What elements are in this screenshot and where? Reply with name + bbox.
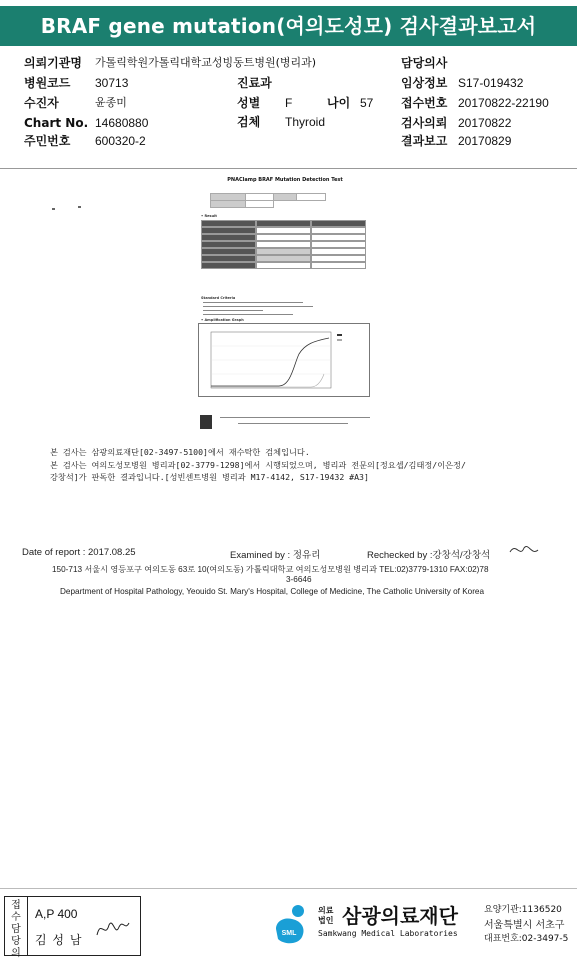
- footer-line: [238, 423, 348, 424]
- chart-label: Chart No.: [24, 116, 89, 130]
- patient-value: 윤종미: [95, 96, 127, 109]
- panagene-logo: [200, 415, 212, 429]
- result-row: [201, 227, 366, 234]
- criteria-line: [203, 314, 293, 315]
- date-of-report: Date of report : 2017.08.25: [22, 547, 136, 558]
- result-row: [201, 262, 366, 269]
- sml-logo-text: SML: [281, 930, 297, 937]
- id-label: 주민번호: [24, 134, 71, 148]
- bottom-divider: [0, 888, 577, 889]
- header-divider: [0, 168, 577, 169]
- address-line-2: 3-6646: [286, 575, 312, 584]
- request-date: 20170822: [458, 116, 512, 130]
- note-line-1: 본 검사는 삼광의료재단[02-3497-5100]에서 재수탁한 검체입니다.: [50, 447, 310, 457]
- age-value: 57: [360, 96, 374, 110]
- report-label: 결과보고: [401, 134, 448, 148]
- department-label: 진료과: [237, 76, 272, 90]
- lab-address: 서울특별시 서초구: [484, 920, 565, 931]
- amplification-graph: [198, 323, 370, 397]
- sml-logo-icon: [270, 903, 310, 947]
- lab-english-name: Samkwang Medical Laboratories: [318, 929, 458, 938]
- receipt-label: 접수번호: [401, 96, 448, 110]
- result-heading: • Result: [201, 214, 217, 218]
- graph-heading: • Amplification Graph: [201, 318, 244, 322]
- footer-line: [220, 417, 370, 418]
- hospital-code-label: 병원코드: [24, 76, 71, 90]
- institution-label: 의뢰기관명: [24, 56, 82, 70]
- institution-value: 가톨릭학원가톨릭대학교성빙동트병원(병리과): [95, 56, 317, 69]
- reception-stamp: [4, 896, 141, 959]
- id-value: 600320-2: [95, 134, 146, 148]
- stamp-signature: [93, 911, 133, 943]
- scan-speck: [78, 206, 81, 208]
- criteria-line: [203, 302, 303, 303]
- note-line-2: 본 검사는 여의도성모병원 병리과[02-3779-1298]에서 시행되었으며, 병리과 전문의[정요셉/김태정/이은정/: [50, 460, 466, 470]
- corp-label: [318, 906, 333, 926]
- stamp-code: A,P 400: [35, 907, 78, 921]
- criteria-line: [203, 310, 263, 311]
- sex-value: F: [285, 96, 293, 110]
- specimen-value: Thyroid: [285, 115, 326, 129]
- embedded-id-table: [210, 193, 326, 208]
- result-row: [201, 255, 366, 262]
- criteria-heading: Standard Criteria: [201, 296, 236, 300]
- amplification-curve-svg: [199, 324, 369, 396]
- report-date: 20170829: [458, 134, 512, 148]
- scan-speck: [52, 208, 55, 210]
- request-label: 검사의뢰: [401, 116, 448, 130]
- clinical-info-label: 임상정보: [401, 76, 448, 90]
- address-line-1: 150-713 서울시 영등포구 여의도동 63로 10(여의도동) 가톨릭대학교 여의도성모병원 병리과 TEL:02)3779-1310 FAX:02)78: [52, 565, 489, 574]
- stamp-side-label: [5, 897, 28, 959]
- corp-label-2: 법인: [318, 916, 334, 925]
- chart-value: 14680880: [95, 116, 149, 130]
- result-row: [201, 220, 366, 227]
- report-title: BRAF gene mutation(여의도성모) 검사결과보고서: [0, 6, 577, 46]
- hospital-code-value: 30713: [95, 76, 129, 90]
- examined-by: Examined by : 정유리: [230, 550, 321, 561]
- department-line: Department of Hospital Pathology, Yeouido St. Mary's Hospital, College of Medicine, The Catholic University of Korea: [60, 587, 485, 596]
- receipt-value: 20170822-22190: [458, 96, 549, 110]
- embedded-report: [198, 177, 372, 432]
- criteria-line: [203, 306, 313, 307]
- note-line-3: 강창석]가 판독한 결과입니다.[성빈센트병원 병리과 M17-4142, S17-19432 #A3]: [50, 472, 369, 482]
- signature-mark: [506, 538, 542, 560]
- lab-name: 삼광의료재단: [342, 904, 458, 928]
- doctor-label: 담당의사: [401, 56, 448, 70]
- patient-label: 수진자: [24, 96, 59, 110]
- sex-label: 성별: [237, 96, 261, 110]
- stamp-side-text: 접 수 담 당 의: [11, 900, 21, 959]
- lab-care-code: 요양기관:1136520: [484, 905, 562, 915]
- stamp-name: 김 성 남: [35, 933, 83, 947]
- specimen-label: 검체: [237, 115, 261, 129]
- corp-label-1: 의료: [318, 906, 334, 915]
- result-row: [201, 234, 366, 241]
- embedded-report-title: PNAClamp BRAF Mutation Detection Test: [227, 177, 343, 183]
- clinical-info-value: S17-019432: [458, 76, 524, 90]
- result-row: [201, 241, 366, 248]
- age-label: 나이: [327, 96, 351, 110]
- rechecked-by: Rechecked by :강창석/강창석: [367, 550, 491, 561]
- lab-phone: 대표번호:02-3497-5: [484, 934, 569, 944]
- result-grid: [201, 220, 366, 269]
- result-row: [201, 248, 366, 255]
